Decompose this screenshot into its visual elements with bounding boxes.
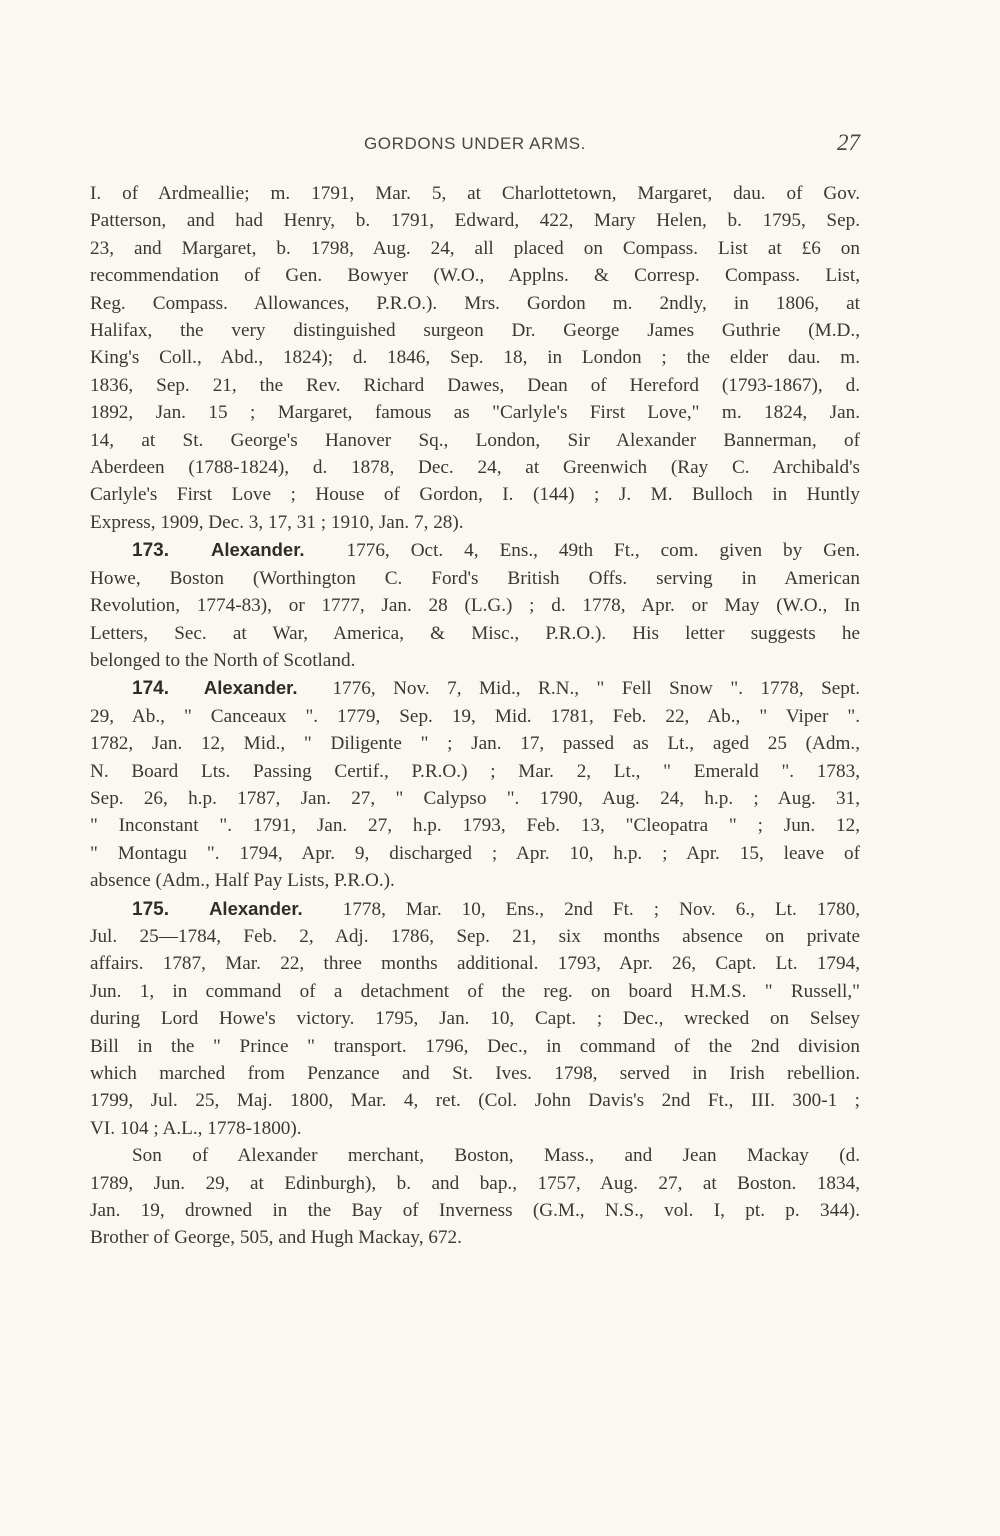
text-line: Bill in the " Prince " transport. 1796, Dec., in command of the 2nd division (90, 1035, 860, 1057)
text-line: N. Board Lts. Passing Certif., P.R.O.) ; Mar. 2, Lt., " Emerald ". 1783, (90, 760, 860, 782)
text-line: 14, at St. George's Hanover Sq., London, Sir Alexander Bannerman, of (90, 429, 860, 451)
entry-name: Alexander. (203, 677, 298, 699)
text-line: recommendation of Gen. Bowyer (W.O., Applns. & Corresp. Compass. List, (90, 265, 860, 287)
text-line: Jan. 19, drowned in the Bay of Inverness (G.M., N.S., vol. I, pt. p. 344). (90, 1200, 860, 1222)
text-line: Letters, Sec. at War, America, & Misc., P.R.O.). His letter suggests he (90, 622, 860, 644)
text-line: Revolution, 1774-83), or 1777, Jan. 28 (L.G.) ; d. 1778, Apr. or May (W.O., In (90, 595, 860, 617)
entry-number: 175. (132, 898, 169, 920)
text-line: during Lord Howe's victory. 1795, Jan. 10, Capt. ; Dec., wrecked on Selsey (90, 1008, 860, 1030)
text-line: Reg. Compass. Allowances, P.R.O.). Mrs. Gordon m. 2ndly, in 1806, at (90, 292, 860, 314)
text-line: 1892, Jan. 15 ; Margaret, famous as "Carlyle's First Love," m. 1824, Jan. (90, 402, 860, 424)
text-line: Express, 1909, Dec. 3, 17, 31 ; 1910, Jan. 7, 28). (90, 511, 464, 533)
text-line: Jul. 25—1784, Feb. 2, Adj. 1786, Sep. 21, six months absence on private (90, 925, 860, 947)
page-header (90, 132, 860, 158)
text-line: King's Coll., Abd., 1824); d. 1846, Sep. 18, in London ; the elder dau. m. (90, 347, 860, 369)
entry-name: Alexander. (210, 539, 305, 561)
entry-173 (90, 536, 860, 674)
entry-text: 1778, Mar. 10, Ens., 2nd Ft. ; Nov. 6., Lt. 1780, (342, 898, 861, 920)
entry-first-line (90, 536, 860, 564)
text-line: belonged to the North of Scotland. (90, 649, 356, 671)
text-line: Aberdeen (1788-1824), d. 1878, Dec. 24, at Greenwich (Ray C. Archibald's (90, 457, 860, 479)
text-line: Jun. 1, in command of a detachment of the reg. on board H.M.S. " Russell," (90, 980, 860, 1002)
text-line: absence (Adm., Half Pay Lists, P.R.O.). (90, 870, 395, 892)
text-line: 29, Ab., " Canceaux ". 1779, Sep. 19, Mid. 1781, Feb. 22, Ab., " Viper ". (90, 705, 860, 727)
running-title: GORDONS UNDER ARMS. (363, 134, 587, 153)
text-line: 1789, Jun. 29, at Edinburgh), b. and bap., 1757, Aug. 27, at Boston. 1834, (90, 1172, 860, 1194)
entry-first-line (90, 895, 860, 923)
text-line: Brother of George, 505, and Hugh Mackay, 672. (90, 1227, 462, 1249)
entry-first-line (90, 674, 860, 702)
text-line: 1782, Jan. 12, Mid., " Diligente " ; Jan. 17, passed as Lt., aged 25 (Adm., (90, 733, 860, 755)
text-line: Carlyle's First Love ; House of Gordon, I. (144) ; J. M. Bulloch in Huntly (90, 484, 860, 506)
text-line: 1836, Sep. 21, the Rev. Richard Dawes, Dean of Hereford (1793-1867), d. (90, 374, 860, 396)
text-line: " Montagu ". 1794, Apr. 9, discharged ; Apr. 10, h.p. ; Apr. 15, leave of (90, 842, 860, 864)
text-line: " Inconstant ". 1791, Jan. 27, h.p. 1793, Feb. 13, "Cleopatra " ; Jun. 12, (90, 815, 860, 837)
paragraph-continuation (90, 180, 860, 536)
entry-name: Alexander. (209, 897, 303, 919)
entry-number: 173. (132, 540, 169, 562)
text-line: Halifax, the very distinguished surgeon Dr. George James Guthrie (M.D., (90, 320, 860, 342)
text-line: Son of Alexander merchant, Boston, Mass., and Jean Mackay (d. (132, 1145, 860, 1167)
entry-175 (90, 895, 860, 1143)
entry-174 (90, 674, 860, 894)
text-line: 23, and Margaret, b. 1798, Aug. 24, all placed on Compass. List at £6 on (90, 237, 860, 259)
text-line: VI. 104 ; A.L., 1778-1800). (90, 1117, 302, 1139)
text-line: Patterson, and had Henry, b. 1791, Edward, 422, Mary Helen, b. 1795, Sep. (90, 210, 860, 232)
paragraph-parentage (90, 1142, 860, 1252)
entry-text: 1776, Oct. 4, Ens., 49th Ft., com. given by Gen. (346, 540, 861, 562)
entry-number: 174. (132, 678, 169, 700)
text-line: 1799, Jul. 25, Maj. 1800, Mar. 4, ret. (Col. John Davis's 2nd Ft., III. 300-1 ; (90, 1090, 860, 1112)
text-line: Sep. 26, h.p. 1787, Jan. 27, " Calypso ". 1790, Aug. 24, h.p. ; Aug. 31, (90, 787, 860, 809)
text-line: which marched from Penzance and St. Ives. 1798, served in Irish rebellion. (90, 1063, 860, 1084)
text-line: affairs. 1787, Mar. 22, three months additional. 1793, Apr. 26, Capt. Lt. 1794, (90, 953, 860, 975)
page-number: 27 (837, 130, 860, 155)
entry-text: 1776, Nov. 7, Mid., R.N., " Fell Snow ". 1778, Sept. (332, 678, 861, 700)
text-line: I. of Ardmeallie; m. 1791, Mar. 5, at Charlottetown, Margaret, dau. of Gov. (90, 183, 860, 204)
page-body (90, 180, 860, 1252)
text-line: Howe, Boston (Worthington C. Ford's British Offs. serving in American (90, 567, 860, 589)
